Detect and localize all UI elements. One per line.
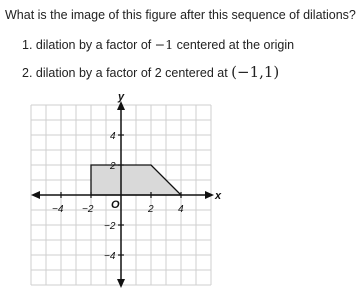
- axes: [31, 101, 214, 288]
- x-tick-label-2: 2: [148, 204, 154, 215]
- step-1-factor: −1: [154, 37, 174, 52]
- step-2-center: (−1,1): [231, 63, 280, 81]
- x-axis-right-arrow: [205, 191, 214, 199]
- x-tick-label-4: 4: [178, 204, 184, 215]
- x-axis-left-arrow: [31, 191, 40, 199]
- x-axis-label: x: [215, 190, 222, 202]
- y-axis-bottom-arrow: [117, 279, 125, 288]
- y-tick-label-neg2: −2: [104, 221, 116, 232]
- origin-label: O: [111, 199, 120, 211]
- x-tick-label-neg4: −4: [52, 204, 64, 215]
- y-tick-label-2: 2: [110, 161, 116, 172]
- step-1-suffix: centered at the origin: [173, 38, 295, 52]
- question-prompt: What is the image of this figure after this sequence of dilations?: [5, 8, 356, 22]
- step-2-prefix: 2. dilation by a factor of 2 centered at: [22, 66, 232, 80]
- y-tick-label-4: 4: [110, 131, 116, 142]
- y-tick-label-neg4: −4: [104, 251, 116, 262]
- x-tick-label-neg2: −2: [82, 204, 94, 215]
- step-1-prefix: 1. dilation by a factor of: [22, 38, 155, 52]
- y-axis-label: y: [118, 91, 125, 103]
